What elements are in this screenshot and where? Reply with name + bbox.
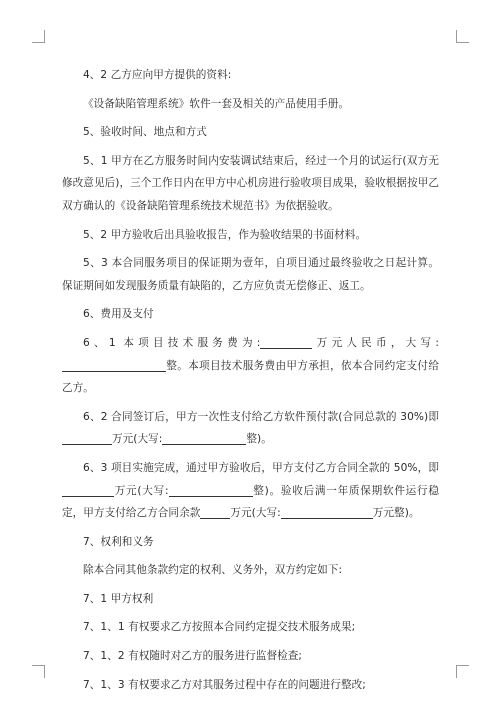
paragraph-6-1 bbox=[62, 332, 439, 400]
blank-amount-total-words[interactable] bbox=[62, 357, 166, 372]
blank-prepayment-words[interactable] bbox=[162, 430, 246, 445]
crop-mark-top-right bbox=[456, 30, 469, 43]
text-6-3-b: 万元(大写: bbox=[114, 484, 169, 497]
paragraph-5-1: 5、1 甲方在乙方服务时间内安装调试结束后，经过一个月的试运行(双方无修改意见后)，三个工作日内在甲方中心机房进行验收项目成果，验收根据按甲乙双方确认的《设备缺陷管理系统技术规范书》为依据验收。 bbox=[62, 154, 439, 212]
text-6-3-d: 万元(大写: bbox=[230, 507, 281, 520]
text-6-1-a: 6、1 本项目技术服务费为: bbox=[83, 336, 261, 349]
paragraph-7-1-3: 7、1、3 有权要求乙方对其服务过程中存在的问题进行整改; bbox=[83, 678, 366, 691]
paragraph-4-2: 4、2 乙方应向甲方提供的资料: bbox=[83, 69, 232, 81]
paragraph-6-3 bbox=[62, 457, 439, 525]
paragraph-5-2: 5、2 甲方验收后出具验收报告，作为验收结果的书面材料。 bbox=[83, 228, 367, 241]
blank-payment-50[interactable] bbox=[62, 482, 88, 497]
paragraph-rights-intro: 除本合同其他条款约定的权利、义务外，双方约定如下: bbox=[83, 564, 343, 577]
heading-acceptance: 5、验收时间、地点和方式 bbox=[83, 126, 207, 139]
blank-prepayment-cont[interactable] bbox=[86, 430, 112, 445]
blank-payment-50-cont[interactable] bbox=[88, 482, 114, 497]
document-page bbox=[62, 64, 439, 702]
blank-balance-words[interactable] bbox=[281, 504, 373, 519]
blank-payment-50-words[interactable] bbox=[169, 482, 253, 497]
text-6-1-b: 万元人民币，大写: bbox=[312, 336, 439, 349]
paragraph-5-3: 5、3 本合同服务项目的保证期为壹年，自项目通过最终验收之日起计算。保证期间如发现服务质量有缺陷的，乙方应负责无偿修正、返工。 bbox=[62, 257, 439, 292]
paragraph-7-1-1: 7、1、1 有权要求乙方按照本合同约定提交技术服务成果; bbox=[83, 621, 356, 634]
blank-balance[interactable] bbox=[200, 504, 230, 519]
heading-party-a-rights: 7、1 甲方权利 bbox=[83, 592, 154, 605]
text-6-3-a: 6、3 项目实施完成，通过甲方验收后，甲方支付乙方合同全款的 50%，即 bbox=[83, 461, 439, 474]
text-6-2-a: 6、2 合同签订后，甲方一次性支付给乙方软件预付款(合同总款的 30%)即 bbox=[83, 410, 439, 423]
heading-rights: 7、权利和义务 bbox=[83, 535, 154, 548]
crop-mark-bottom-right bbox=[456, 665, 469, 678]
paragraph-6-2 bbox=[62, 406, 439, 451]
text-6-2-c: 整)。 bbox=[246, 433, 272, 446]
text-6-3-e: 万元整)。 bbox=[372, 507, 420, 520]
crop-mark-top-left bbox=[32, 30, 45, 43]
heading-fees: 6、费用及支付 bbox=[83, 308, 154, 321]
text-6-1-c: 整。本项目技术服务费由甲方承担，依本合同约定支付给乙方。 bbox=[62, 359, 439, 395]
text-6-2-b: 万元(大写: bbox=[112, 433, 163, 446]
blank-amount-total[interactable] bbox=[260, 334, 312, 349]
paragraph-materials: 《设备缺陷管理系统》软件一套及相关的产品使用手册。 bbox=[83, 97, 350, 110]
paragraph-7-1-2: 7、1、2 有权随时对乙方的服务进行监督检查; bbox=[83, 650, 302, 663]
text-6-3-c: 整)。验收后满一年质保期软件运行稳定，甲方支付给乙方合同余款 bbox=[62, 484, 439, 520]
blank-prepayment[interactable] bbox=[62, 430, 86, 445]
crop-mark-bottom-left bbox=[32, 665, 45, 678]
